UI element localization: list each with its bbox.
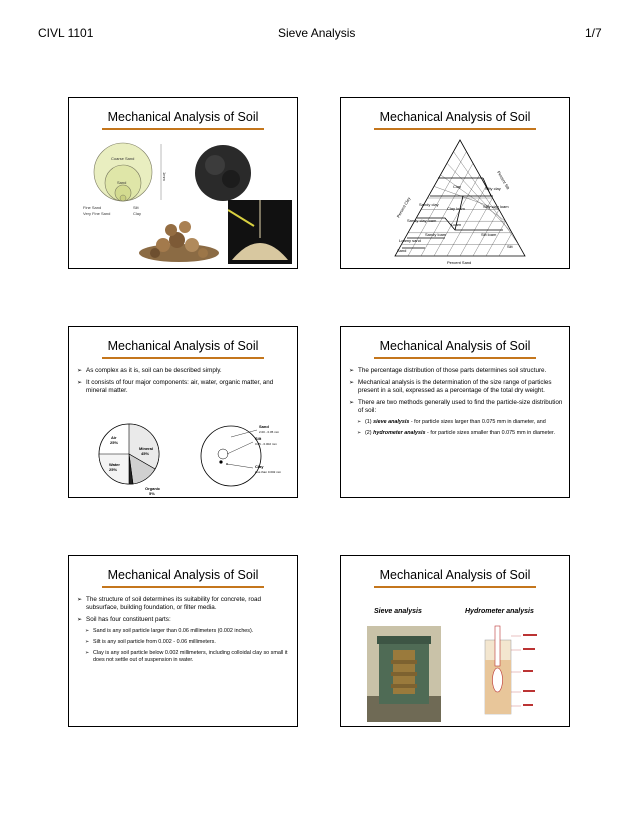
slide-6 — [340, 555, 570, 727]
bullet-list — [77, 596, 291, 668]
grain-sand-range: 2.00 - 0.05 mm — [259, 430, 280, 434]
bullet-item: ➢ The percentage distribution of those parts determines soil structure. — [349, 367, 563, 375]
region-loam: Loam — [451, 222, 462, 227]
bullet-item: ➢ Soil has four constituent parts: — [77, 616, 291, 624]
sub-bullet: ➢ Sand is any soil particle larger than 0.06 millimeters (0.002 inches). — [77, 628, 291, 635]
soil-composition-pie — [89, 420, 177, 497]
title-rule — [374, 586, 536, 588]
region-clay-loam: Clay loam — [447, 206, 465, 211]
slide-3 — [68, 326, 298, 498]
sub-bullet-number: (2) — [365, 430, 372, 436]
sub-bullet-sieve — [349, 419, 563, 426]
sub-bullet: ➢ Clay is any soil particle below 0.002 millimeters, including colloidal clay so small it does not settle out of suspension in water. — [77, 650, 291, 664]
grain-size-circles — [81, 142, 171, 220]
bullet-item: ➢ It consists of four major components: air, water, organic matter, and mineral matter. — [77, 379, 289, 395]
label-silt: Silt — [133, 205, 139, 210]
label-sand: Sand — [117, 180, 127, 185]
grain-sand-label: Sand — [259, 424, 269, 429]
caption-sieve-analysis: Sieve analysis — [374, 608, 422, 615]
sub-bullet-number: (1) — [365, 419, 372, 425]
bullet-item: ➢ Mechanical analysis is the determination of the size range of particles present in a soil, expressed as a percentage of the total dry weight. — [349, 379, 563, 395]
pie-organic-label: Organic — [145, 486, 161, 491]
region-sandy-clay-loam: Sandy clay loam — [407, 218, 437, 223]
header-page: 1/7 — [585, 26, 602, 40]
grain-clay-range: less than 0.002 mm — [255, 470, 282, 474]
bullet-list — [77, 367, 289, 399]
slide-title: Mechanical Analysis of Soil — [379, 110, 531, 124]
hydrometer-diagram — [475, 620, 543, 720]
region-silt-loam: Silt loam — [481, 232, 497, 237]
pie-organic-pct: 5% — [149, 491, 155, 496]
header-course: CIVL 1101 — [38, 26, 94, 40]
label-very-fine-sand: Very Fine Sand — [83, 211, 111, 216]
title-rule — [374, 357, 536, 359]
slide-5 — [68, 555, 298, 727]
region-sandy-loam: Sandy loam — [425, 232, 447, 237]
grain-clay-label: Clay — [255, 464, 264, 469]
region-clay: Clay — [453, 184, 462, 189]
pie-water-pct: 25% — [109, 467, 118, 472]
pie-mineral-pct: 45% — [141, 451, 150, 456]
term-hydrometer-analysis: hydrometer analysis — [373, 430, 426, 436]
pie-air-label: Air — [111, 435, 117, 440]
slide-title: Mechanical Analysis of Soil — [107, 568, 259, 582]
caption-hydrometer-analysis: Hydrometer analysis — [465, 608, 534, 615]
soil-texture-triangle — [385, 138, 535, 266]
sub-bullet-text: - for particle sizes smaller than 0.075 mm in diameter. — [425, 430, 555, 436]
bullet-list — [349, 367, 563, 441]
grain-silt-range: 0.05 - 0.002 mm — [255, 442, 277, 446]
sub-bullet-text: - for particle sizes larger than 0.075 mm in diameter, and — [409, 419, 546, 425]
bullet-item: ➢ As complex as it is, soil can be described simply. — [77, 367, 289, 375]
label-coarse-sand: Coarse Sand — [111, 156, 135, 161]
sub-bullet: ➢ Silt is any soil particle from 0.002 - 0.06 millimeters. — [77, 639, 291, 646]
region-sandy-clay: Sandy clay — [419, 202, 439, 207]
pie-water-label: Water — [109, 462, 120, 467]
bullet-item: ➢ There are two methods generally used to find the particle-size distribution of soil: — [349, 399, 563, 415]
axis-percent-silt: Percent Silt — [496, 170, 511, 191]
term-sieve-analysis: sieve analysis — [373, 419, 410, 425]
title-rule — [374, 128, 536, 130]
region-silty-clay: Silty clay — [485, 186, 501, 191]
axis-percent-clay: Percent Clay — [395, 196, 412, 219]
region-sand: Sand — [397, 248, 407, 253]
label-scale: 1mm — [162, 172, 167, 181]
slide-title: Mechanical Analysis of Soil — [379, 568, 531, 582]
slide-4 — [340, 326, 570, 498]
sieve-shaker-photo — [367, 626, 441, 722]
dark-soil-photo — [193, 143, 253, 203]
slide-2 — [340, 97, 570, 269]
sand-photo — [228, 200, 292, 264]
header-title: Sieve Analysis — [278, 26, 356, 40]
pie-mineral-label: Mineral — [139, 446, 154, 451]
slide-title: Mechanical Analysis of Soil — [107, 110, 259, 124]
region-loamy-sand: Loamy sand — [399, 238, 421, 243]
title-rule — [102, 357, 264, 359]
gravel-photo — [137, 215, 221, 263]
slide-title: Mechanical Analysis of Soil — [107, 339, 259, 353]
pie-air-pct: 25% — [110, 440, 119, 445]
slide-title: Mechanical Analysis of Soil — [379, 339, 531, 353]
region-silt: Silt — [507, 244, 513, 249]
title-rule — [102, 586, 264, 588]
title-rule — [102, 128, 264, 130]
region-silty-clay-loam: Silty clay loam — [483, 204, 509, 209]
grain-size-illustration — [197, 420, 289, 490]
bullet-item: ➢ The structure of soil determines its suitability for concrete, road subsurface, building foundation, or filter media. — [77, 596, 291, 612]
label-clay: Clay — [133, 211, 142, 216]
axis-percent-sand: Percent Sand — [447, 260, 472, 265]
grain-silt-label: Silt — [255, 436, 262, 441]
sub-bullet-hydrometer — [349, 430, 563, 437]
slide-1 — [68, 97, 298, 269]
label-fine-sand: Fine Sand — [83, 205, 102, 210]
